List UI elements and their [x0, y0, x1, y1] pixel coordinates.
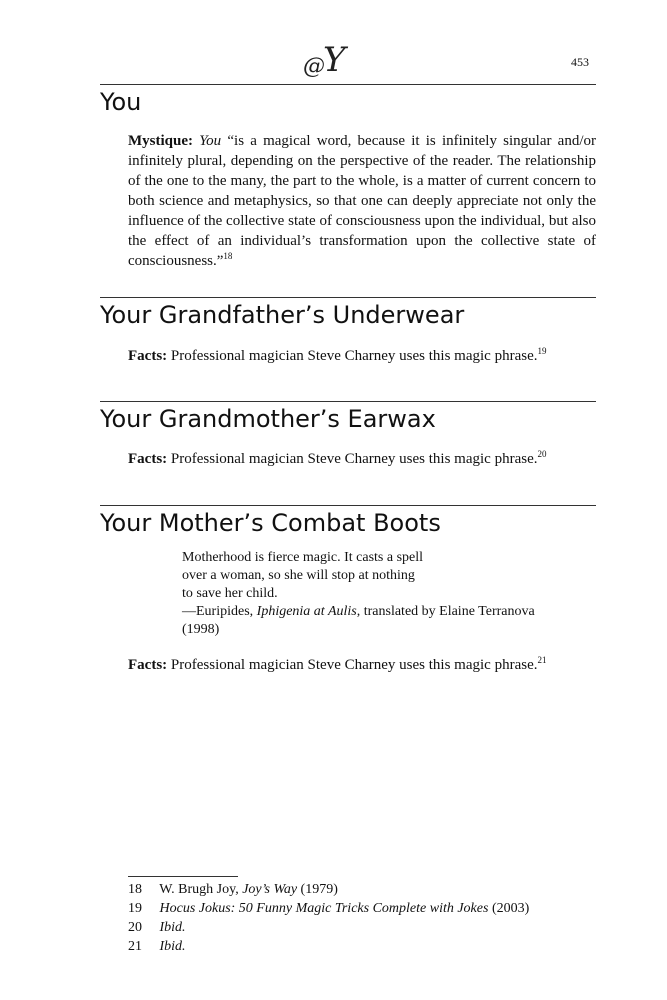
footnote-title: Hocus Jokus: 50 Funny Magic Tricks Complete with Jokes	[159, 901, 489, 916]
entry-lead-italic: You	[199, 133, 222, 149]
entry-label: Facts:	[128, 657, 168, 673]
footnotes	[128, 880, 529, 956]
entry-text: “is a magical word, because it is infinitely singular and/or infinitely plural, depending on the perspective of the reader. The relationship of the one to the many, the part to the whole, is a matter of current concern to both science and metaphysics, so that one can deeply appreciate not only the influence of the collective state of consciousness upon the individual, but also the effect of an individual’s transformation upon the collective state of consciousness.”	[128, 133, 596, 269]
entry-text: Professional magician Steve Charney uses this magic phrase.	[170, 348, 538, 364]
footnote-item	[128, 937, 529, 956]
section-divider	[100, 84, 596, 85]
footnote-number: 20	[128, 920, 142, 935]
footnote-suffix: (1979)	[300, 882, 338, 897]
quote-attribution	[182, 603, 582, 621]
footnote-number: 21	[128, 939, 142, 954]
entry-paragraph	[128, 346, 596, 366]
footnote-title: Joy’s Way	[242, 882, 298, 897]
quote-line: Motherhood is fierce magic. It casts a spell	[182, 550, 424, 565]
attribution-title: Iphigenia at Aulis	[256, 604, 357, 619]
entry-text: Professional magician Steve Charney uses this magic phrase.	[170, 451, 538, 467]
attribution-year: (1998)	[182, 622, 220, 637]
footnote-suffix: (2003)	[491, 901, 530, 916]
quote-line: over a woman, so she will stop at nothing	[182, 568, 415, 583]
section-divider	[100, 401, 596, 402]
footnote-item	[128, 918, 529, 937]
section-divider	[100, 297, 596, 298]
footnote-title: Ibid.	[159, 939, 186, 954]
section-heading: Your Grandfather’s Underwear	[100, 301, 465, 329]
entry-paragraph	[128, 655, 596, 675]
attribution-author: —Euripides,	[182, 604, 254, 619]
footnote-number: 18	[128, 882, 142, 897]
entry-paragraph	[128, 449, 596, 469]
footnote-prefix: W. Brugh Joy,	[159, 882, 239, 897]
quote-line: to save her child.	[182, 586, 278, 601]
footnote-number: 19	[128, 901, 142, 916]
section-divider	[100, 505, 596, 506]
page-header	[0, 0, 667, 84]
footnote-ref[interactable]: 18	[223, 251, 233, 261]
section-heading: You	[100, 88, 142, 116]
entry-label: Facts:	[128, 451, 168, 467]
footnote-ref[interactable]: 20	[537, 449, 547, 459]
section-heading: Your Grandmother’s Earwax	[100, 405, 436, 433]
entry-label: Mystique:	[128, 133, 193, 149]
footnote-ref[interactable]: 21	[537, 655, 547, 665]
footnote-item	[128, 880, 529, 899]
footnote-ref[interactable]: 19	[537, 346, 547, 356]
chapter-letter: Y	[323, 40, 346, 80]
attribution-translator: , translated by Elaine Terranova	[356, 604, 535, 619]
footnote-item	[128, 899, 529, 918]
footnote-title: Ibid.	[159, 920, 186, 935]
entry-paragraph	[128, 131, 596, 271]
section-heading: Your Mother’s Combat Boots	[100, 509, 441, 537]
entry-label: Facts:	[128, 348, 168, 364]
footnote-divider	[128, 876, 238, 877]
swirl-icon: @	[303, 54, 325, 79]
page-number: 453	[571, 55, 589, 69]
epigraph-quote	[182, 549, 582, 639]
entry-text: Professional magician Steve Charney uses this magic phrase.	[170, 657, 538, 673]
